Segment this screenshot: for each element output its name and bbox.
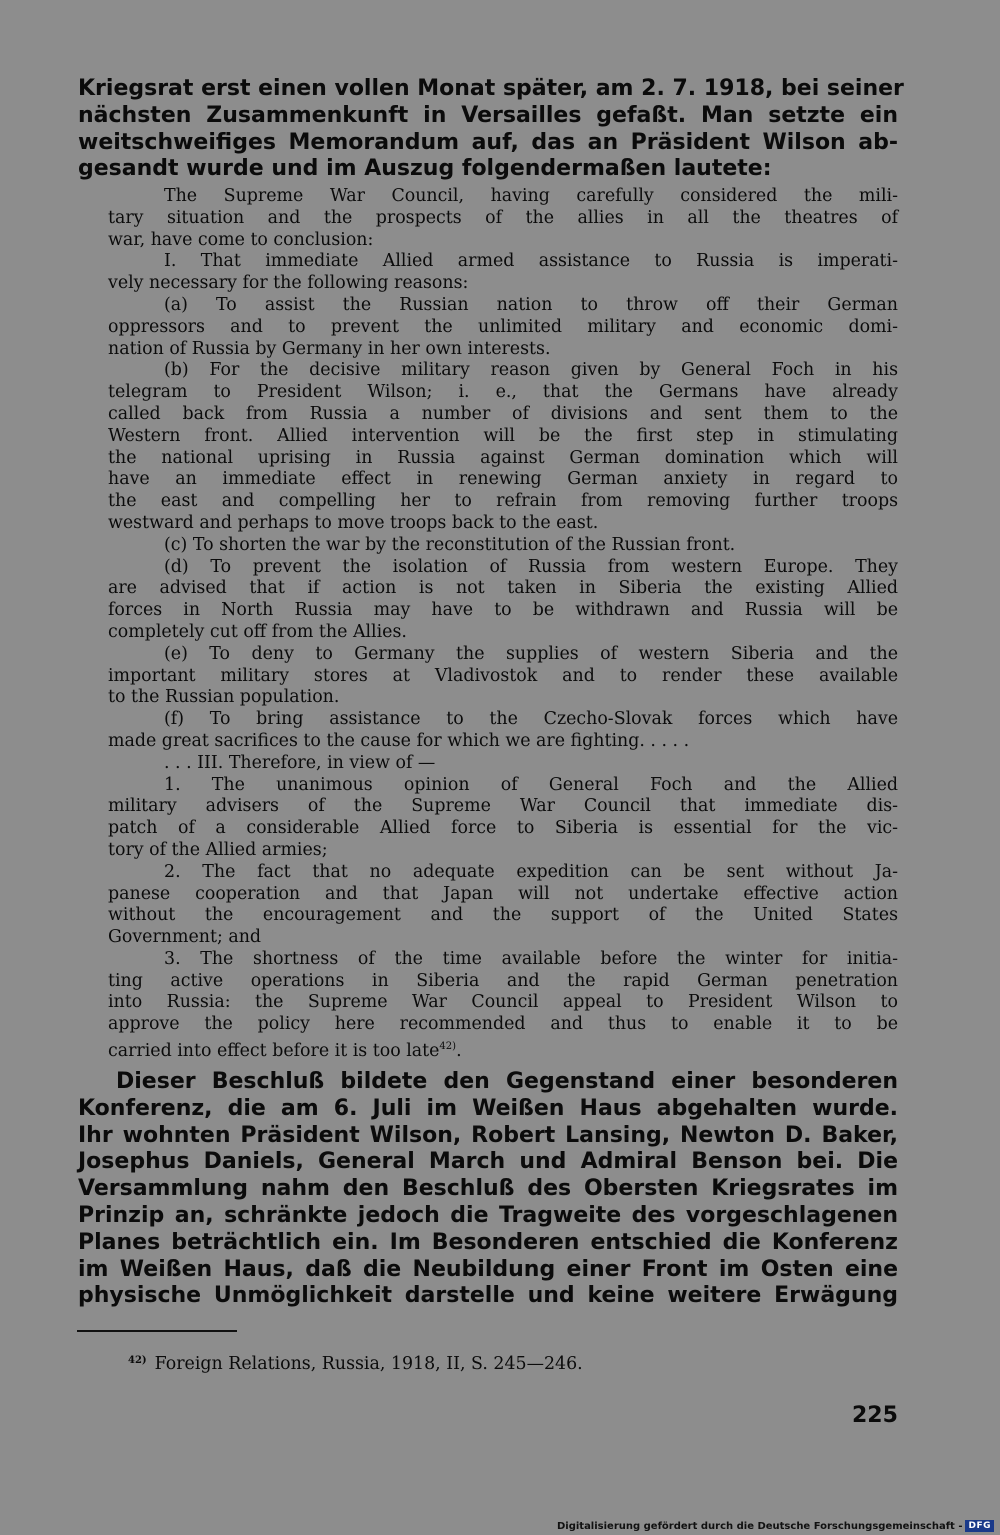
quote-line: patch of a considerable Allied force to Siberia is essential for the vic- bbox=[108, 818, 898, 839]
digitization-credit bbox=[557, 1520, 994, 1532]
quote-line: (e) To deny to Germany the supplies of western Siberia and the bbox=[164, 643, 898, 664]
quote-line: forces in North Russia may have to be withdrawn and Russia will be bbox=[108, 600, 898, 621]
quote-line: to the Russian population. bbox=[108, 687, 340, 708]
quote-line: (f) To bring assistance to the Czecho-Slovak forces which have bbox=[164, 709, 898, 730]
quote-line: (c) To shorten the war by the reconstitution of the Russian front. bbox=[164, 534, 736, 555]
dfg-logo-icon[interactable]: DFG bbox=[965, 1520, 994, 1532]
quote-line: 2. The fact that no adequate expedition can be sent without Ja- bbox=[164, 861, 898, 882]
quote-line: war, have come to conclusion: bbox=[108, 229, 374, 250]
quote-line: Western front. Allied intervention will be the first step in stimulating bbox=[108, 425, 898, 446]
footnote-mark: 42) bbox=[128, 1355, 147, 1366]
text-line: Planes beträchtlich ein. Im Besonderen entschied die Konferenz bbox=[78, 1229, 898, 1255]
text-line: weitschweifiges Memorandum auf, das an Präsident Wilson ab- bbox=[78, 129, 898, 155]
text-line: Josephus Daniels, General March und Admiral Benson bei. Die bbox=[78, 1149, 898, 1175]
quote-line: 1. The unanimous opinion of General Foch and the Allied bbox=[164, 774, 898, 795]
quote-line: the east and compelling her to refrain from removing further troops bbox=[108, 491, 898, 512]
text-line: Dieser Beschluß bildete den Gegenstand einer besonderen bbox=[116, 1069, 898, 1094]
text-line: physische Unmöglichkeit darstelle und keine weitere Erwägung bbox=[78, 1283, 898, 1309]
quote-line: I. That immediate Allied armed assistance to Russia is imperati- bbox=[164, 251, 898, 272]
quote-line: important military stores at Vladivostok and to render these available bbox=[108, 665, 898, 686]
quote-line: (d) To prevent the isolation of Russia from western Europe. They bbox=[164, 556, 898, 577]
page-number: 225 bbox=[852, 1403, 898, 1428]
footnote-divider bbox=[77, 1330, 237, 1332]
text-line: Versammlung nahm den Beschluß des Obersten Kriegsrates im bbox=[78, 1176, 898, 1202]
quote-line: military advisers of the Supreme War Council that immediate dis- bbox=[108, 796, 898, 817]
quote-line: are advised that if action is not taken in Siberia the existing Allied bbox=[108, 578, 898, 599]
quote-line: tory of the Allied armies; bbox=[108, 839, 328, 860]
quote-line: approve the policy here recommended and thus to enable it to be bbox=[108, 1014, 898, 1035]
credit-text: Digitalisierung gefördert durch die Deutsche Forschungsgemeinschaft - bbox=[556, 1520, 963, 1532]
quote-line: without the encouragement and the support of the United States bbox=[108, 905, 898, 926]
quote-line: the national uprising in Russia against German domination which will bbox=[108, 447, 898, 468]
text-line: gesandt wurde und im Auszug folgendermaßen lautete: bbox=[78, 156, 772, 182]
quote-line: telegram to President Wilson; i. e., that the Germans have already bbox=[108, 382, 898, 403]
footnote-42 bbox=[128, 1354, 583, 1374]
quote-line: . . . III. Therefore, in view of — bbox=[164, 752, 436, 773]
text-line: Ihr wohnten Präsident Wilson, Robert Lansing, Newton D. Baker, bbox=[78, 1122, 898, 1148]
quote-line: tary situation and the prospects of the allies in all the theatres of bbox=[108, 207, 898, 228]
quote-line: called back from Russia a number of divisions and sent them to the bbox=[108, 403, 898, 424]
text-line: Prinzip an, schränkte jedoch die Tragweite des vorgeschlagenen bbox=[78, 1202, 898, 1228]
quote-line: 3. The shortness of the time available before the winter for initia- bbox=[164, 948, 898, 969]
quote-line: The Supreme War Council, having carefully considered the mili- bbox=[164, 186, 898, 206]
quote-line: into Russia: the Supreme War Council appeal to President Wilson to bbox=[108, 992, 898, 1013]
quote-line: (a) To assist the Russian nation to throw off their German bbox=[164, 294, 898, 315]
quote-line: Government; and bbox=[108, 927, 262, 948]
quote-end-punctuation: . bbox=[456, 1041, 462, 1062]
quote-line: vely necessary for the following reasons: bbox=[108, 273, 469, 294]
paragraph-conference bbox=[78, 1069, 898, 1310]
quote-line: oppressors and to prevent the unlimited military and economic domi- bbox=[108, 316, 898, 337]
text-line: nächsten Zusammenkunft in Versailles gefaßt. Man setzte ein bbox=[78, 102, 898, 128]
quote-line: (b) For the decisive military reason given by General Foch in his bbox=[164, 360, 898, 381]
text-line: Konferenz, die am 6. Juli im Weißen Haus abgehalten wurde. bbox=[78, 1095, 898, 1121]
quote-line: completely cut off from the Allies. bbox=[108, 621, 407, 642]
quote-line: westward and perhaps to move troops back to the east. bbox=[108, 512, 599, 533]
footnote-reference[interactable]: 42) bbox=[439, 1041, 457, 1053]
quote-line: have an immediate effect in renewing German anxiety in regard to bbox=[108, 469, 898, 490]
text-line: Kriegsrat erst einen vollen Monat später, am 2. 7. 1918, bei seiner bbox=[78, 76, 904, 101]
quote-line-final bbox=[108, 1036, 898, 1063]
quote-line-final-text: carried into effect before it is too late bbox=[108, 1041, 440, 1062]
quote-line: panese cooperation and that Japan will not undertake effective action bbox=[108, 883, 898, 904]
text-line: im Weißen Haus, daß die Neubildung einer Front im Osten eine bbox=[78, 1256, 898, 1282]
footnote-text: Foreign Relations, Russia, 1918, II, S. 245—246. bbox=[154, 1354, 583, 1374]
quote-line: ting active operations in Siberia and the rapid German penetration bbox=[108, 970, 898, 991]
paragraph-intro bbox=[78, 76, 904, 183]
quote-line: made great sacrifices to the cause for which we are fighting. . . . . bbox=[108, 730, 690, 751]
quote-line: nation of Russia by Germany in her own interests. bbox=[108, 338, 551, 359]
memorandum-quote bbox=[108, 186, 898, 1063]
